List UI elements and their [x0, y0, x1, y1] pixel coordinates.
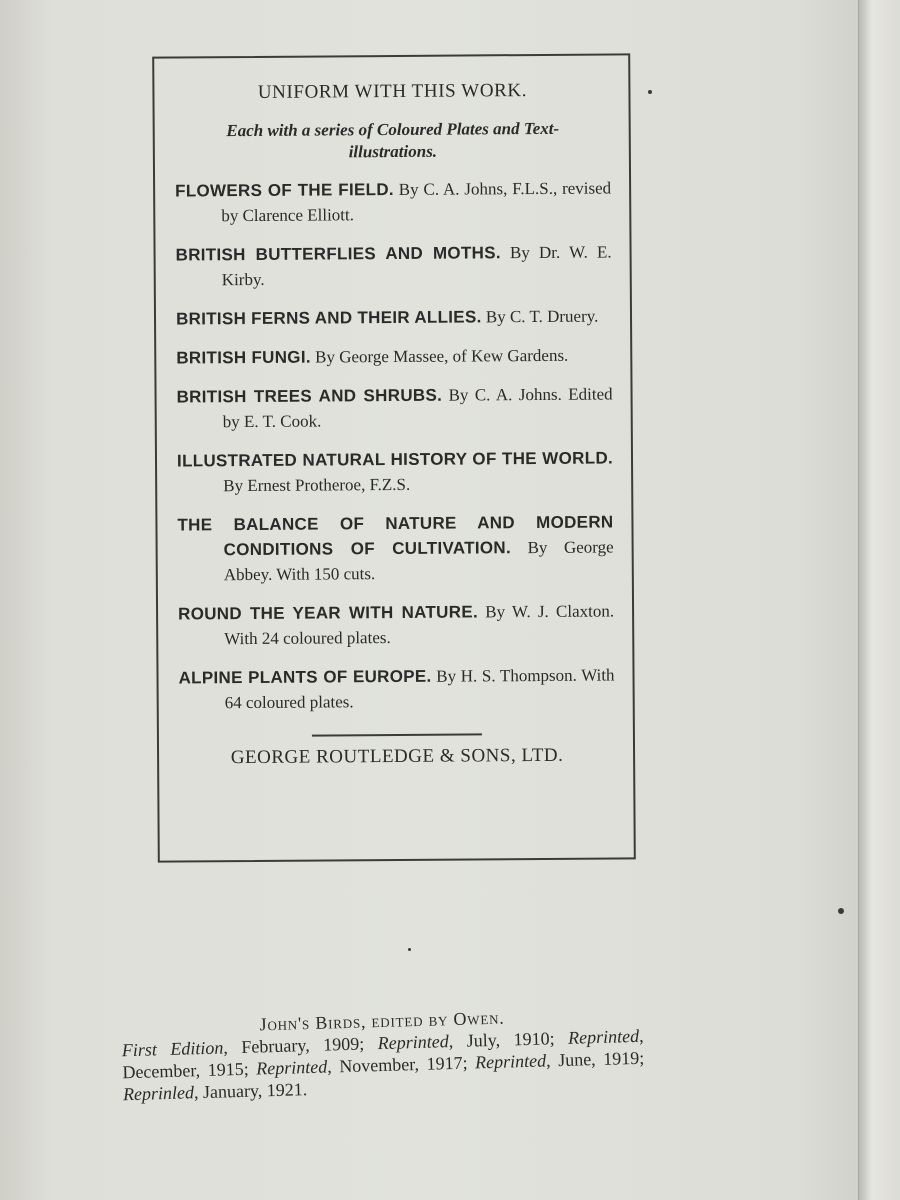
paper-speck	[838, 908, 844, 914]
book-author: By George Abbey. With 150 cuts.	[223, 537, 614, 585]
book-author: By Dr. W. E. Kirby.	[221, 242, 612, 290]
imprint-segment: , July, 1910;	[448, 1027, 569, 1052]
imprint-segment: Reprinted	[377, 1031, 449, 1054]
book-entry	[177, 445, 613, 498]
book-entry-text	[177, 509, 614, 587]
publisher-name: GEORGE ROUTLEDGE & SONS, LTD.	[230, 744, 564, 769]
imprint-segment: , November, 1917;	[326, 1052, 476, 1077]
book-entry	[177, 509, 614, 587]
book-title: BRITISH TREES AND SHRUBS.	[176, 385, 443, 407]
imprint-segment: , December, 1915;	[122, 1025, 644, 1083]
book-title: THE BALANCE OF NATURE AND MODERN CONDITIONS OF CULTIVATION.	[177, 512, 614, 560]
book-author: By Ernest Protheroe, F.Z.S.	[223, 474, 411, 496]
book-entry-text	[176, 342, 612, 370]
book-author: By C. T. Druery.	[485, 306, 599, 327]
advertisement-box	[152, 53, 636, 862]
book-author: By C. A. Johns. Edited by E. T. Cook.	[222, 384, 613, 432]
imprint-segment: Reprinled	[122, 1082, 195, 1105]
book-entry	[175, 239, 611, 292]
book-entry	[176, 381, 612, 434]
book-entry-text	[175, 239, 611, 292]
book-entry-text	[178, 598, 614, 651]
book-author: By C. A. Johns, F.L.S., revised by Clarence Elliott.	[221, 178, 612, 226]
book-author: By H. S. Thompson. With 64 coloured plates.	[224, 665, 615, 713]
book-list	[175, 175, 615, 715]
book-author: By W. J. Claxton. With 24 coloured plates.	[224, 601, 615, 649]
book-entry-text	[175, 175, 611, 228]
book-entry	[178, 598, 614, 651]
book-title: BRITISH FUNGI.	[176, 347, 311, 368]
book-entry	[176, 303, 612, 331]
book-title: BRITISH FERNS AND THEIR ALLIES.	[175, 307, 482, 329]
book-entry	[176, 342, 612, 370]
book-title: BRITISH BUTTERFLIES AND MOTHS.	[175, 243, 501, 265]
book-title: FLOWERS OF THE FIELD.	[175, 179, 394, 201]
book-entry	[175, 175, 611, 228]
advertisement-content	[174, 55, 615, 769]
imprint-segment: Reprinted	[567, 1025, 640, 1048]
imprint-segment: , January, 1921.	[193, 1079, 308, 1103]
box-heading: UNIFORM WITH THIS WORK.	[257, 80, 528, 103]
edition-imprint	[121, 1003, 645, 1106]
imprint-history	[121, 1025, 645, 1106]
paper-speck	[648, 90, 652, 94]
imprint-segment: Reprinted	[255, 1056, 328, 1079]
imprint-segment: First Edition	[121, 1037, 224, 1061]
book-entry	[178, 662, 614, 715]
imprint-segment: , June, 1919;	[545, 1047, 645, 1071]
book-title: ILLUSTRATED NATURAL HISTORY OF THE WORLD.	[176, 448, 614, 471]
book-entry-text	[177, 445, 613, 498]
book-author: By George Massee, of Kew Gardens.	[315, 345, 569, 367]
imprint-segment: Reprinted	[474, 1050, 547, 1073]
book-title: ALPINE PLANTS OF EUROPE.	[178, 666, 432, 688]
paper-speck	[408, 948, 411, 951]
book-entry-text	[176, 303, 612, 331]
book-entry-text	[176, 381, 612, 434]
book-entry-text	[178, 662, 614, 715]
imprint-segment: , February, 1909;	[223, 1033, 379, 1058]
imprint-title: John's Birds, edited by Owen.	[259, 1007, 505, 1035]
box-subheading: Each with a series of Coloured Plates and Text-illustrations.	[226, 118, 560, 162]
book-title: ROUND THE YEAR WITH NATURE.	[178, 602, 479, 624]
divider-rule	[312, 733, 482, 736]
page-edge	[858, 0, 900, 1200]
